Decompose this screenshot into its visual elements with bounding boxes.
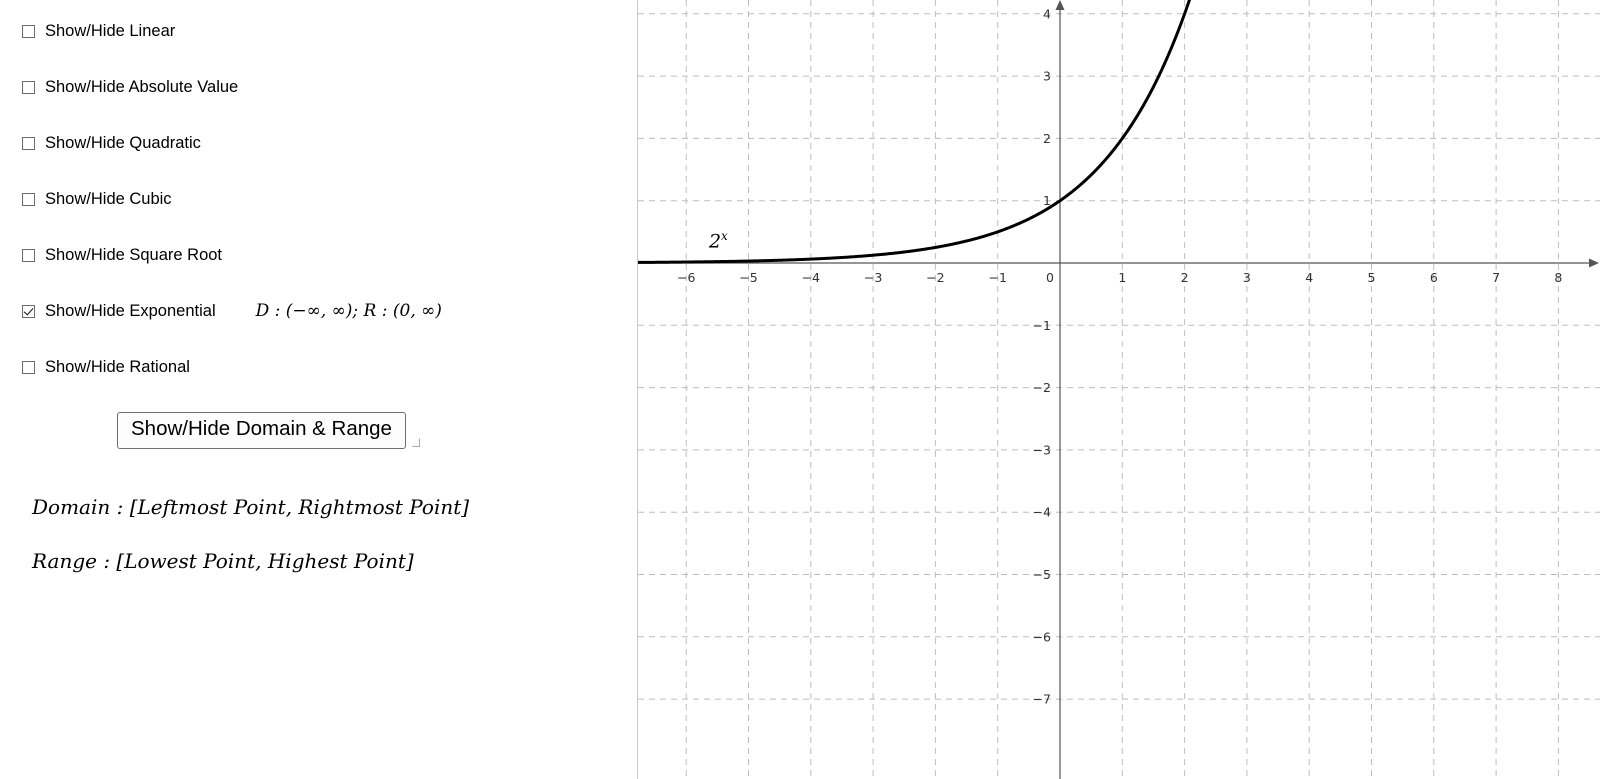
domain-text: Domain : [Leftmost Point, Rightmost Point] — [32, 494, 470, 519]
svg-text:1: 1 — [1042, 193, 1051, 209]
svg-text:0: 0 — [1045, 270, 1054, 285]
checkbox-row-rational[interactable] — [22, 356, 637, 378]
svg-text:3: 3 — [1242, 270, 1251, 285]
svg-text:8: 8 — [1554, 270, 1562, 285]
checkbox-row-absolute-value[interactable] — [22, 76, 637, 98]
svg-text:−1: −1 — [1032, 317, 1051, 333]
svg-text:−5: −5 — [738, 270, 758, 285]
curve-label-exponential: 2$^x$ — [708, 229, 728, 253]
checkbox-exponential[interactable] — [22, 305, 35, 318]
checkbox-row-square-root[interactable] — [22, 244, 637, 266]
svg-text:4: 4 — [1304, 270, 1313, 285]
svg-text:−5: −5 — [1032, 567, 1051, 582]
svg-text:1: 1 — [1117, 270, 1126, 285]
checkbox-row-cubic[interactable] — [22, 188, 637, 210]
range-text: Range : [Lowest Point, Highest Point] — [32, 548, 414, 573]
svg-text:5: 5 — [1367, 270, 1376, 285]
checkbox-label-square-root: Show/Hide Square Root — [45, 246, 223, 264]
checkbox-row-quadratic[interactable] — [22, 132, 637, 154]
checkbox-label-absolute-value: Show/Hide Absolute Value — [45, 78, 239, 96]
svg-text:−2: −2 — [1032, 380, 1051, 396]
checkbox-cubic[interactable] — [22, 193, 35, 206]
svg-text:−6: −6 — [676, 270, 696, 285]
checkbox-label-linear: Show/Hide Linear — [45, 22, 176, 40]
svg-text:−1: −1 — [988, 270, 1007, 285]
graphics-view[interactable] — [637, 0, 1600, 779]
checkbox-row-linear[interactable] — [22, 20, 637, 42]
control-panel — [0, 0, 637, 779]
svg-text:−6: −6 — [1032, 629, 1051, 645]
domain-range-button-row — [117, 412, 637, 449]
checkbox-square-root[interactable] — [22, 249, 35, 262]
svg-text:6: 6 — [1429, 270, 1438, 285]
checkbox-label-quadratic: Show/Hide Quadratic — [45, 134, 201, 152]
svg-text:−3: −3 — [863, 270, 882, 285]
checkbox-label-exponential: Show/Hide Exponential — [45, 302, 216, 320]
svg-text:−2: −2 — [925, 270, 945, 285]
svg-text:4: 4 — [1042, 6, 1051, 22]
svg-text:−4: −4 — [1032, 504, 1051, 520]
exponential-domain-range-note: D : (−∞, ∞); R : (0, ∞) — [255, 301, 442, 321]
svg-text:−7: −7 — [1032, 691, 1051, 707]
checkbox-rational[interactable] — [22, 361, 35, 374]
checkbox-label-cubic: Show/Hide Cubic — [45, 190, 172, 208]
checkbox-quadratic[interactable] — [22, 137, 35, 150]
svg-text:7: 7 — [1491, 270, 1500, 285]
checkbox-row-exponential[interactable] — [22, 300, 637, 322]
svg-text:−4: −4 — [801, 270, 820, 285]
checkbox-label-rational: Show/Hide Rational — [45, 358, 190, 376]
checkbox-linear[interactable] — [22, 25, 35, 38]
svg-text:2: 2 — [1180, 270, 1189, 285]
svg-text:3: 3 — [1042, 68, 1051, 84]
svg-text:2: 2 — [1042, 130, 1051, 146]
svg-text:−3: −3 — [1032, 442, 1051, 458]
resize-handle-icon[interactable] — [412, 435, 422, 447]
coordinate-grid — [638, 0, 1600, 779]
checkbox-absolute-value[interactable] — [22, 81, 35, 94]
show-hide-domain-range-button[interactable]: Show/Hide Domain & Range — [117, 412, 406, 449]
